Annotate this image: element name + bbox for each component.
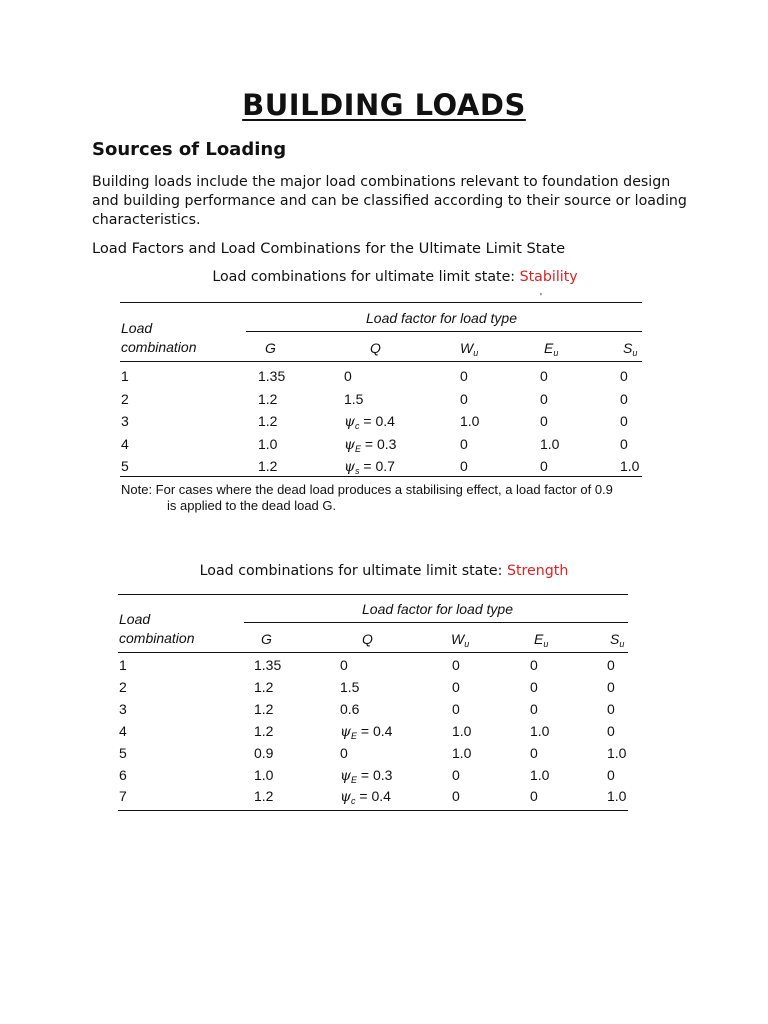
psi-subscript: c bbox=[354, 421, 360, 432]
column-header-main: G bbox=[265, 340, 276, 356]
column-header-main: E bbox=[544, 340, 554, 356]
column-header-main: G bbox=[261, 631, 272, 647]
table-cell-e: 0 bbox=[530, 678, 538, 695]
table-cell-g: 1.2 bbox=[254, 700, 274, 717]
table-cell-q bbox=[340, 767, 392, 785]
table1-row-header-line1: Load bbox=[121, 320, 153, 336]
column-header-sub: u bbox=[543, 639, 549, 649]
q-value: = 0.7 bbox=[359, 458, 395, 475]
table-cell-s: 1.0 bbox=[620, 458, 640, 475]
column-header-sub: u bbox=[464, 639, 470, 649]
table-cell-s: 1.0 bbox=[607, 788, 627, 805]
q-value: 0 bbox=[340, 657, 348, 673]
q-value: = 0.4 bbox=[355, 788, 391, 805]
table-cell-combo: 4 bbox=[119, 722, 127, 739]
column-header-main: Q bbox=[362, 631, 373, 647]
psi-symbol: ψ bbox=[344, 414, 355, 431]
stray-mark: ' bbox=[540, 292, 542, 303]
column-header bbox=[261, 631, 272, 647]
q-value: 0 bbox=[344, 368, 352, 384]
table-cell-w: 0 bbox=[452, 788, 460, 805]
page-title: BUILDING LOADS bbox=[242, 88, 526, 122]
psi-symbol: ψ bbox=[344, 436, 355, 453]
column-header-main: Q bbox=[370, 340, 381, 356]
table-cell-combo: 7 bbox=[119, 788, 127, 805]
q-value: = 0.4 bbox=[359, 413, 395, 430]
table-cell-s: 0 bbox=[607, 766, 615, 783]
table-cell-e: 0 bbox=[530, 700, 538, 717]
table-cell-combo: 4 bbox=[121, 435, 129, 452]
table-cell-e: 1.0 bbox=[540, 435, 560, 452]
table2-top-rule bbox=[118, 594, 628, 595]
table-cell-s: 0 bbox=[607, 657, 615, 673]
table-cell-q bbox=[340, 788, 391, 806]
q-value: 1.5 bbox=[344, 390, 364, 407]
table-cell-q bbox=[340, 701, 359, 717]
table-cell-g: 1.0 bbox=[258, 435, 278, 452]
q-value: = 0.4 bbox=[357, 722, 393, 739]
table-cell-w: 0 bbox=[460, 390, 468, 407]
table-cell-e: 0 bbox=[540, 390, 548, 407]
table-cell-g: 1.35 bbox=[254, 657, 282, 673]
table-cell-w: 0 bbox=[452, 766, 460, 783]
table2-group-header: Load factor for load type bbox=[362, 601, 513, 617]
column-header-main: W bbox=[460, 340, 474, 356]
q-value: = 0.3 bbox=[361, 435, 397, 452]
table-cell-g: 1.2 bbox=[254, 678, 274, 695]
table-cell-e: 1.0 bbox=[530, 766, 550, 783]
table-cell-w: 1.0 bbox=[452, 722, 472, 739]
table-cell-g: 1.0 bbox=[254, 766, 274, 783]
column-header-sub: u bbox=[619, 639, 625, 649]
column-header-main: S bbox=[623, 340, 633, 356]
table-cell-s: 0 bbox=[607, 722, 615, 739]
table2-row-header-line1: Load bbox=[119, 611, 151, 627]
table-cell-combo: 5 bbox=[121, 458, 129, 475]
table-cell-w: 0 bbox=[452, 678, 460, 695]
column-header-sub: u bbox=[473, 348, 479, 358]
table-cell-e: 0 bbox=[530, 657, 538, 673]
table1-caption-prefix: Load combinations for ultimate limit state: bbox=[212, 269, 516, 285]
psi-subscript: E bbox=[354, 443, 361, 454]
psi-subscript: E bbox=[350, 774, 357, 785]
table-cell-g: 1.2 bbox=[254, 788, 274, 805]
table2-header-rule bbox=[118, 652, 628, 653]
table-cell-w: 0 bbox=[460, 458, 468, 475]
table-cell-s: 0 bbox=[607, 700, 615, 717]
table-cell-w: 0 bbox=[460, 368, 468, 384]
table2-row-header-line2: combination bbox=[119, 630, 195, 646]
table-cell-e: 1.0 bbox=[530, 722, 550, 739]
section-heading: Sources of Loading bbox=[92, 139, 287, 160]
table-cell-s: 0 bbox=[620, 435, 628, 452]
table-cell-e: 0 bbox=[540, 458, 548, 475]
table-cell-combo: 6 bbox=[119, 766, 127, 783]
column-header bbox=[534, 631, 548, 649]
table-cell-s: 0 bbox=[620, 390, 628, 407]
table-cell-s: 0 bbox=[620, 413, 628, 430]
table-cell-e: 0 bbox=[540, 368, 548, 384]
column-header-sub: u bbox=[553, 348, 559, 358]
table-cell-g: 1.2 bbox=[258, 413, 278, 430]
psi-subscript: c bbox=[350, 796, 356, 807]
table-cell-g: 0.9 bbox=[254, 744, 274, 761]
table-cell-g: 1.35 bbox=[258, 368, 286, 384]
subheading: Load Factors and Load Combinations for the Ultimate Limit State bbox=[92, 240, 566, 257]
table-cell-e: 0 bbox=[540, 413, 548, 430]
table2-caption-prefix: Load combinations for ultimate limit state: bbox=[199, 563, 503, 579]
table2-group-rule bbox=[244, 622, 628, 623]
column-header-sub: u bbox=[632, 348, 638, 358]
table-cell-combo: 3 bbox=[121, 413, 129, 430]
table-cell-combo: 2 bbox=[121, 390, 129, 407]
column-header bbox=[610, 631, 624, 649]
table-cell-s: 1.0 bbox=[607, 744, 627, 761]
table1-note-line1: Note: For cases where the dead load produces a stabilising effect, a load factor of 0.9 bbox=[121, 482, 613, 497]
column-header-main: W bbox=[451, 631, 465, 647]
table1-row-header-line2: combination bbox=[121, 339, 197, 355]
table-cell-g: 1.2 bbox=[254, 722, 274, 739]
table-cell-w: 0 bbox=[452, 700, 460, 717]
psi-symbol: ψ bbox=[340, 767, 351, 784]
table-cell-w: 0 bbox=[460, 435, 468, 452]
q-value: 1.5 bbox=[340, 678, 360, 695]
table-cell-q bbox=[340, 657, 348, 673]
column-header-main: S bbox=[610, 631, 620, 647]
table-cell-q bbox=[340, 745, 348, 761]
psi-subscript: s bbox=[354, 466, 360, 477]
intro-paragraph: Building loads include the major load combinations relevant to foundation design and building performance and can be classified according to their source or loading characteristics. bbox=[92, 174, 687, 228]
column-header bbox=[362, 631, 373, 647]
psi-subscript: E bbox=[350, 730, 357, 741]
table-cell-combo: 1 bbox=[121, 368, 129, 384]
q-value: 0.6 bbox=[340, 700, 360, 717]
table-cell-combo: 3 bbox=[119, 700, 127, 717]
psi-symbol: ψ bbox=[340, 789, 351, 806]
table-cell-w: 1.0 bbox=[452, 744, 472, 761]
table-cell-e: 0 bbox=[530, 788, 538, 805]
psi-symbol: ψ bbox=[340, 723, 351, 740]
table-cell-g: 1.2 bbox=[258, 458, 278, 475]
table-cell-s: 0 bbox=[620, 368, 628, 384]
table-cell-combo: 5 bbox=[119, 744, 127, 761]
q-value: 0 bbox=[340, 744, 348, 761]
table-cell-combo: 2 bbox=[119, 678, 127, 695]
table-cell-q bbox=[340, 723, 392, 741]
table2-bottom-rule bbox=[118, 810, 628, 811]
column-header-main: E bbox=[534, 631, 544, 647]
q-value: = 0.3 bbox=[357, 766, 393, 783]
psi-symbol: ψ bbox=[344, 459, 355, 476]
table-cell-w: 1.0 bbox=[460, 413, 480, 430]
table-cell-q bbox=[340, 679, 359, 695]
column-header bbox=[451, 631, 469, 649]
table-cell-e: 0 bbox=[530, 744, 538, 761]
table-cell-w: 0 bbox=[452, 657, 460, 673]
table2-caption-highlight: Strength bbox=[506, 563, 569, 579]
table1-caption-highlight: Stability bbox=[519, 269, 578, 285]
table1-note-line2: is applied to the dead load G. bbox=[167, 498, 337, 513]
table-cell-g: 1.2 bbox=[258, 390, 278, 407]
table-cell-s: 0 bbox=[607, 678, 615, 695]
table-cell-combo: 1 bbox=[119, 657, 127, 673]
table1-group-header: Load factor for load type bbox=[366, 310, 517, 326]
